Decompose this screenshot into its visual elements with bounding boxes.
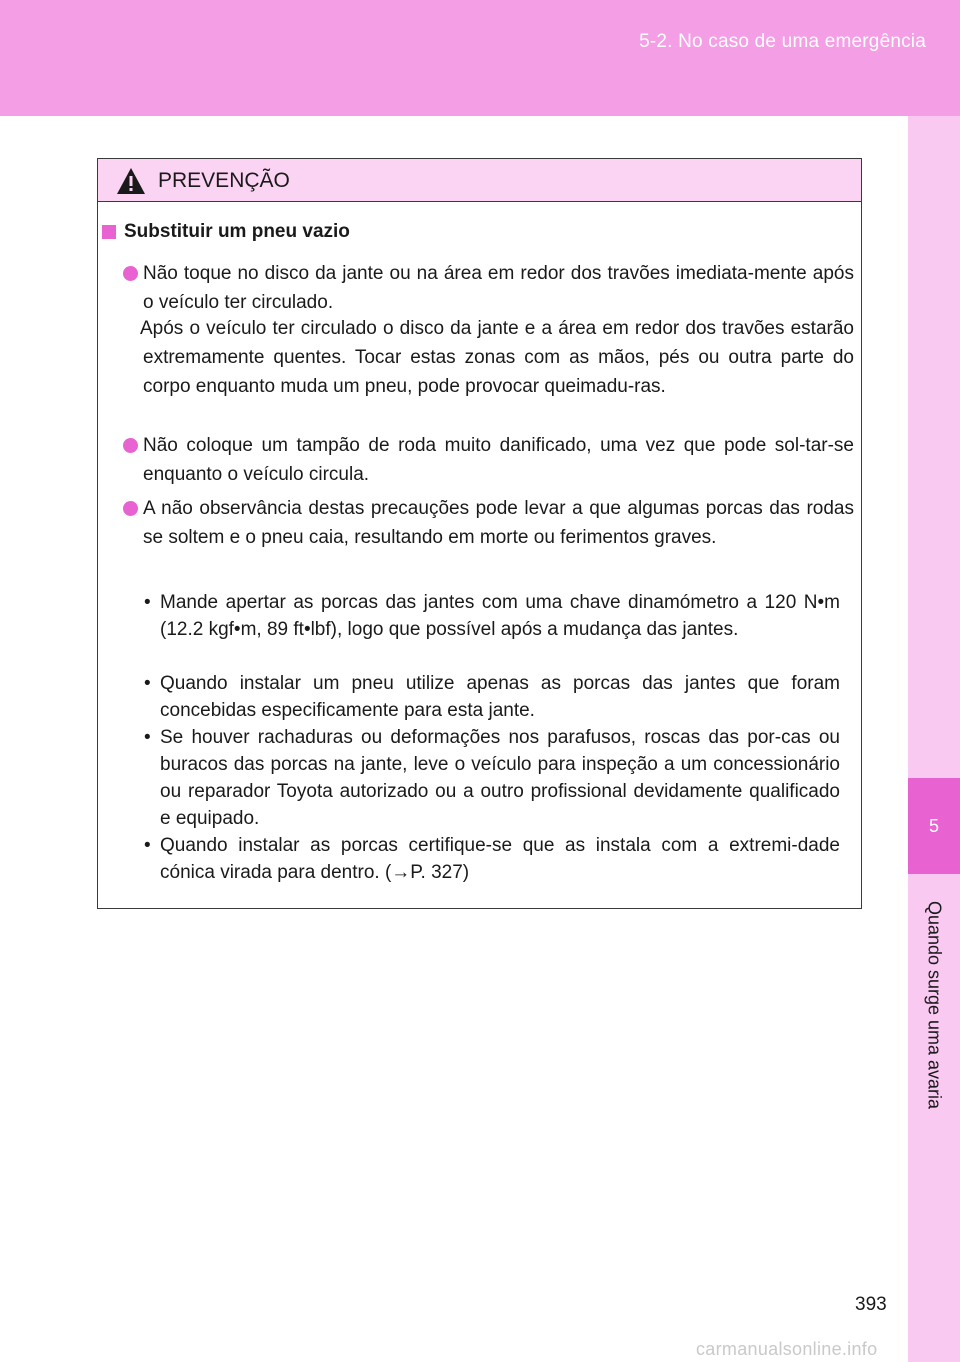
- round-bullet-icon: [123, 438, 138, 453]
- list-item: A não observância destas precauções pode levar a que algumas porcas das rodas se soltem e o pneu caia, resultando em morte ou ferimentos graves.: [143, 494, 854, 552]
- page-number: 393: [855, 1294, 887, 1315]
- warning-heading: [102, 221, 350, 243]
- chapter-tab[interactable]: [908, 778, 960, 874]
- warning-triangle-icon: [116, 167, 146, 195]
- sub-list-item: [144, 832, 840, 886]
- sub-list-item: • Mande apertar as porcas das jantes com uma chave dinamómetro a 120 N•m (12.2 kgf•m, 89 ft•lbf), logo que possível após a mudança das jantes.: [160, 589, 840, 643]
- chapter-title: Quando surge uma avaria: [924, 900, 945, 1110]
- section-title: 5-2. No caso de uma emergência: [639, 31, 926, 52]
- round-bullet-icon: [123, 266, 138, 281]
- list-item-continuation: Após o veículo ter circulado o disco da jante e a área em redor dos travões estarão extremamente quentes. Tocar estas zonas com as mãos, pés ou outra parte do corpo enquanto muda um pneu, pode provocar queimadu-ras.: [140, 318, 854, 397]
- page-reference-text: Quando instalar as porcas certifique-se que as instala com a extremi-dade cónica virada para dentro. (→P. 327): [160, 835, 840, 883]
- chapter-number: 5: [928, 815, 939, 836]
- sub-list-item: • Se houver rachaduras ou deformações nos parafusos, roscas das por-cas ou buracos das porcas na jante, leve o veículo para inspeção a um concessionário ou reparador Toyota autorizado ou a outro profissional devidamente qualificado e equipado.: [160, 724, 840, 832]
- warning-title: PREVENÇÃO: [158, 169, 290, 192]
- list-item: Não toque no disco da jante ou na área em redor dos travões imediata-mente após o veículo ter circulado.: [143, 259, 854, 317]
- sub-bullet: •: [144, 727, 151, 748]
- square-bullet-icon: [102, 225, 116, 239]
- watermark: carmanualsonline.info: [696, 1339, 878, 1359]
- sub-list-item: • Quando instalar um pneu utilize apenas as porcas das jantes que foram concebidas especificamente para esta jante.: [160, 670, 840, 724]
- side-tab-upper: [908, 116, 960, 778]
- sub-bullet: •: [144, 673, 151, 694]
- list-item: Não coloque um tampão de roda muito danificado, uma vez que pode sol-tar-se enquanto o veículo circula.: [143, 431, 854, 489]
- warning-header: [98, 159, 861, 202]
- sub-bullet: •: [144, 592, 151, 613]
- round-bullet-icon: [123, 501, 138, 516]
- heading-text: Substituir um pneu vazio: [124, 221, 350, 242]
- sub-bullet: •: [144, 835, 151, 856]
- warning-box: [97, 158, 862, 909]
- header-band: [0, 0, 960, 116]
